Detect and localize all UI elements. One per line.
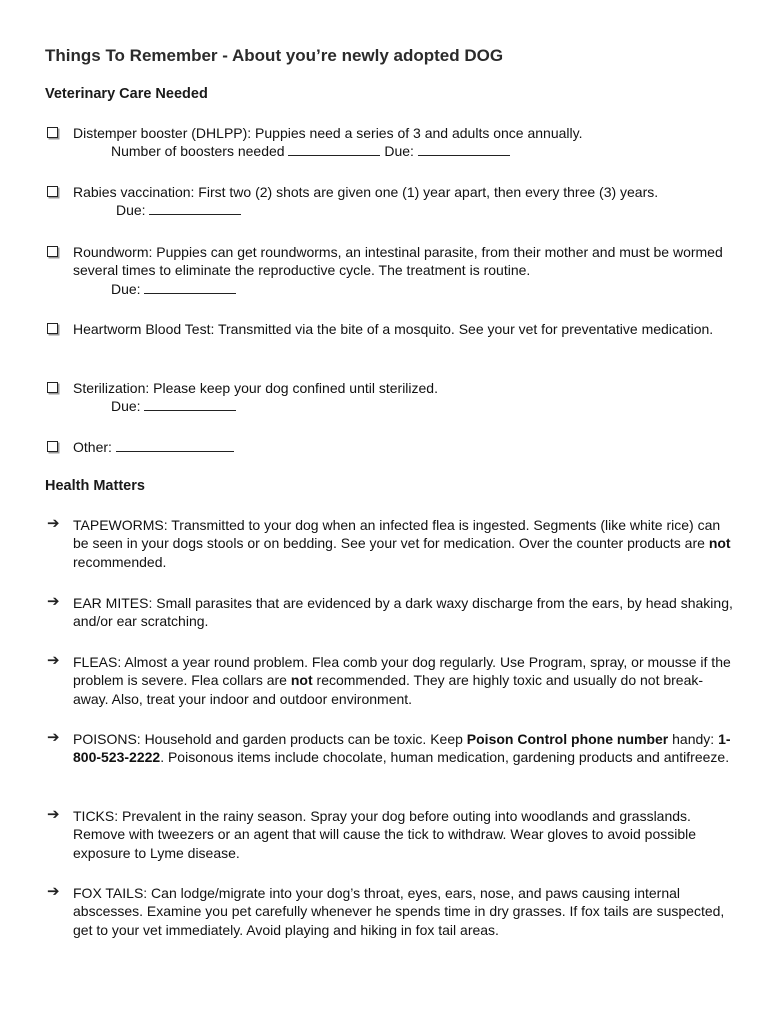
distemper-text: Distemper booster (DHLPP): Puppies need a series of 3 and adults once annually. bbox=[73, 125, 583, 141]
health-item-ear-mites bbox=[45, 594, 735, 631]
health-item-fox-tails bbox=[45, 884, 735, 939]
checklist-item-roundworm bbox=[45, 243, 735, 298]
poisons-text-end: . Poisonous items include chocolate, human medication, gardening products and antifreeze. bbox=[160, 749, 730, 766]
fleas-text-end: recommended. They are highly toxic and usually do not break-away. Also, treat your indoor and outdoor environment. bbox=[73, 672, 704, 707]
checkbox-icon[interactable] bbox=[47, 127, 58, 138]
health-item-poisons bbox=[45, 730, 735, 767]
poison-control-phone: 1-800-523-2222 bbox=[73, 731, 731, 766]
arrow-right-icon: ➔ bbox=[47, 729, 60, 746]
poison-control-label: Poison Control phone number bbox=[466, 731, 669, 747]
arrow-right-icon: ➔ bbox=[47, 883, 60, 900]
tapeworms-bold: not bbox=[708, 535, 731, 552]
checklist-item-distemper bbox=[45, 124, 735, 161]
checkbox-icon[interactable] bbox=[47, 186, 58, 197]
sterilization-due-blank[interactable] bbox=[144, 398, 236, 411]
checkbox-icon[interactable] bbox=[47, 246, 58, 257]
distemper-due-blank[interactable] bbox=[418, 143, 510, 156]
boosters-label: Number of boosters needed bbox=[111, 143, 285, 160]
checkbox-icon[interactable] bbox=[47, 323, 58, 334]
arrow-right-icon: ➔ bbox=[47, 652, 60, 669]
arrow-right-icon: ➔ bbox=[47, 593, 60, 610]
distemper-due-label: Due: bbox=[384, 143, 414, 160]
sterilization-due-label: Due: bbox=[111, 398, 141, 415]
ticks-text: TICKS: Prevalent in the rainy season. Spray your dog before outing into woodlands and grasslands. Remove with tweezers or an agent that will cause the tick to withdraw. Wear gloves to avoid possible exposure to Lyme disease. bbox=[73, 808, 697, 861]
roundworm-fields bbox=[73, 280, 735, 298]
distemper-fields bbox=[73, 142, 735, 160]
sterilization-text: Sterilization: Please keep your dog confined until sterilized. bbox=[73, 380, 438, 396]
fleas-text: FLEAS: Almost a year round problem. Flea comb your dog regularly. Use Program, spray, or mousse if the problem is severe. Flea collars are bbox=[73, 654, 731, 689]
health-matters-heading: Health Matters bbox=[45, 478, 145, 494]
vet-care-heading: Veterinary Care Needed bbox=[45, 86, 208, 102]
tapeworms-text: TAPEWORMS: Transmitted to your dog when an infected flea is ingested. Segments (like white rice) can be seen in your dogs stools or on bedding. See your vet for medication. Over the counter products are bbox=[73, 517, 721, 552]
ear-mites-text: EAR MITES: Small parasites that are evidenced by a dark waxy discharge from the ears, by head shaking, and/or ear scratching. bbox=[73, 595, 733, 630]
checklist-item-heartworm bbox=[45, 320, 735, 338]
other-label: Other: bbox=[73, 439, 112, 455]
rabies-due-label: Due: bbox=[116, 202, 146, 219]
checkbox-icon[interactable] bbox=[47, 382, 58, 393]
page-title: Things To Remember - About you’re newly adopted DOG bbox=[45, 46, 504, 65]
boosters-blank[interactable] bbox=[288, 143, 380, 156]
rabies-fields bbox=[73, 201, 735, 219]
checklist-item-other bbox=[45, 438, 735, 456]
arrow-right-icon: ➔ bbox=[47, 806, 60, 823]
rabies-text: Rabies vaccination: First two (2) shots are given one (1) year apart, then every three (3) years. bbox=[73, 184, 659, 200]
roundworm-text: Roundworm: Puppies can get roundworms, an intestinal parasite, from their mother and must be wormed several times to eliminate the reproductive cycle. The treatment is routine. bbox=[73, 244, 723, 279]
roundworm-due-label: Due: bbox=[111, 280, 141, 297]
health-item-ticks bbox=[45, 807, 735, 862]
roundworm-due-blank[interactable] bbox=[144, 281, 236, 294]
checklist-item-rabies bbox=[45, 183, 735, 220]
fox-tails-text: FOX TAILS: Can lodge/migrate into your dog’s throat, eyes, ears, nose, and paws causing internal abscesses. Examine you pet carefully whenever he spends time in dry grasses. If fox tails are suspected, get to your vet immediately. Avoid playing and hiking in fox tail areas. bbox=[73, 885, 725, 938]
checkbox-icon[interactable] bbox=[47, 441, 58, 452]
checklist-item-sterilization bbox=[45, 379, 735, 416]
fleas-bold: not bbox=[290, 672, 313, 689]
health-item-tapeworms bbox=[45, 516, 735, 571]
other-blank[interactable] bbox=[116, 439, 234, 452]
sterilization-fields bbox=[73, 397, 735, 415]
health-item-fleas bbox=[45, 653, 735, 708]
tapeworms-text-end: recommended. bbox=[73, 553, 167, 570]
poisons-handy: handy: bbox=[672, 731, 715, 747]
poisons-text: POISONS: Household and garden products can be toxic. Keep bbox=[73, 731, 463, 747]
rabies-due-blank[interactable] bbox=[149, 202, 241, 215]
heartworm-text: Heartworm Blood Test: Transmitted via the bite of a mosquito. See your vet for preventative medication. bbox=[73, 321, 714, 337]
arrow-right-icon: ➔ bbox=[47, 515, 60, 532]
